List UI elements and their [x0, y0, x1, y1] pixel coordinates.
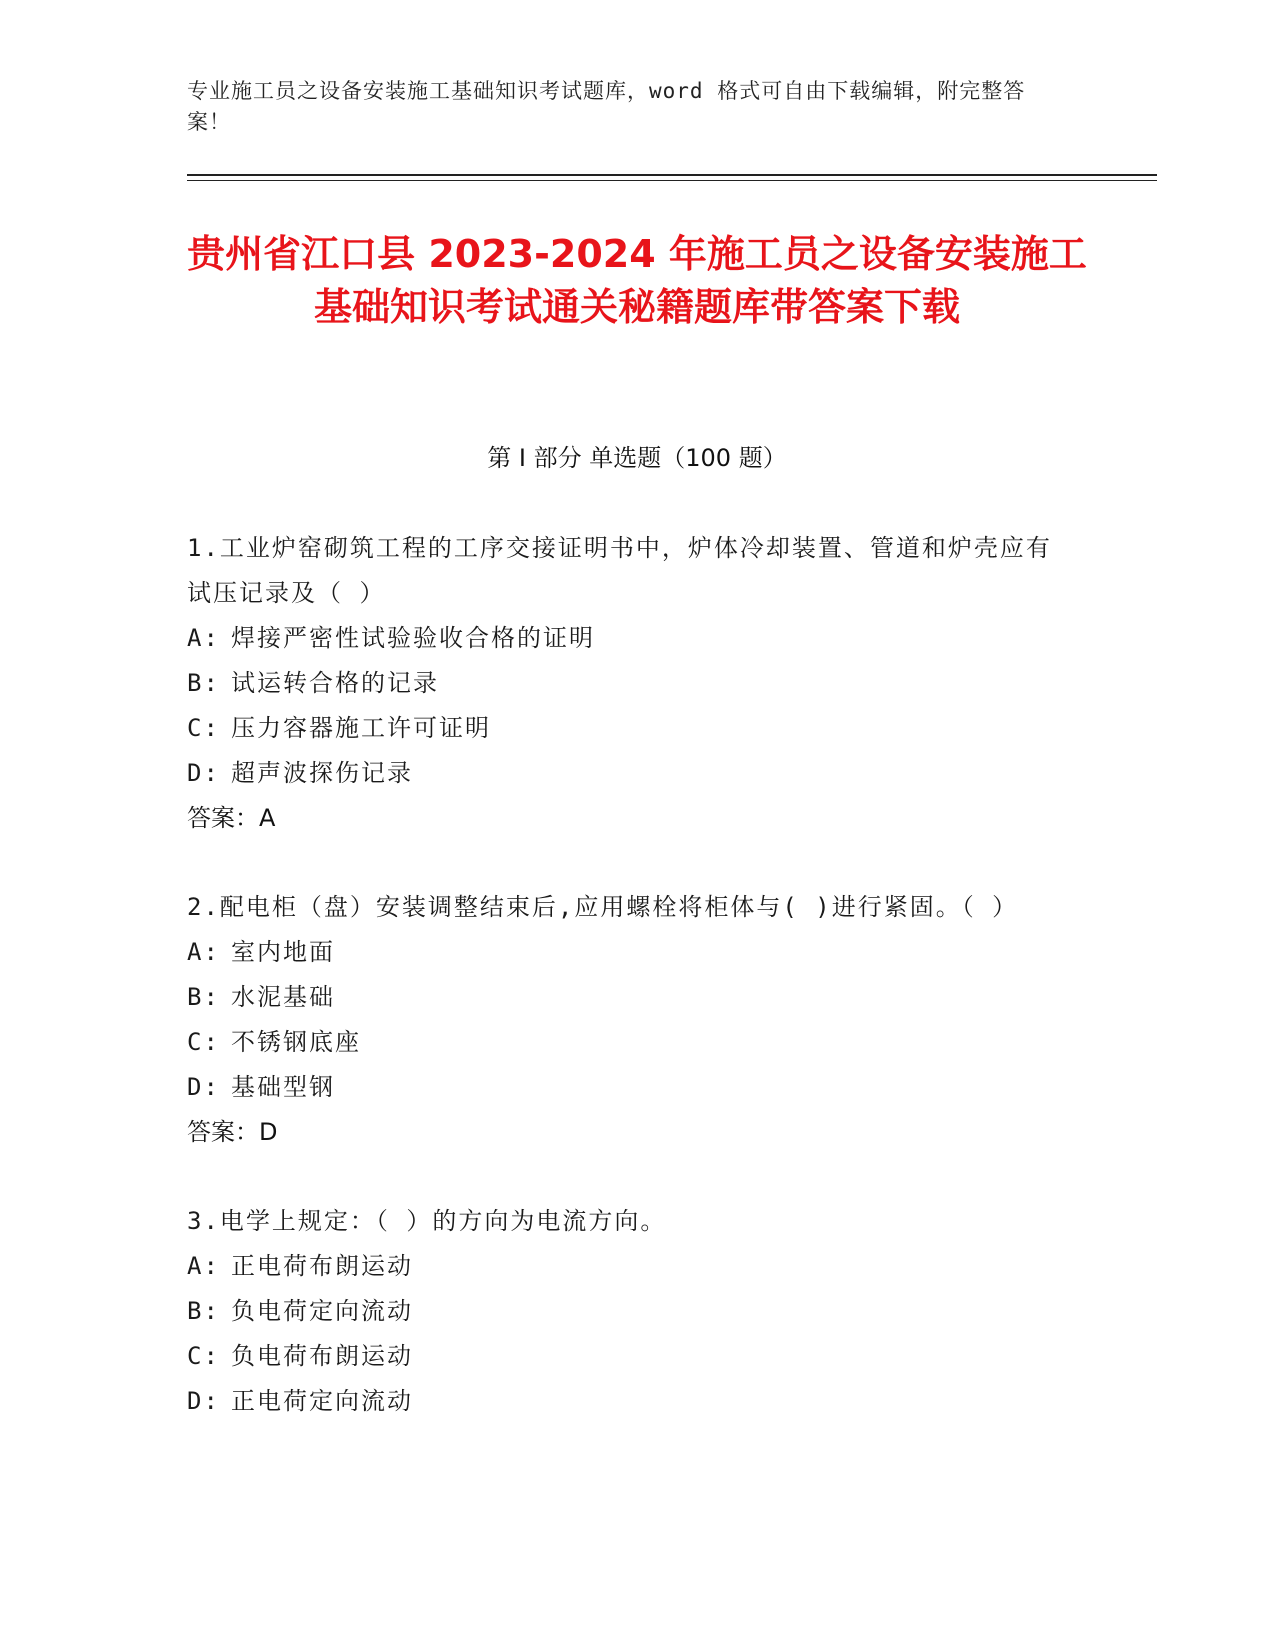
- option-b: [187, 661, 1067, 706]
- option-letter: B:: [187, 983, 220, 1011]
- option-text: 负电荷定向流动: [231, 1297, 413, 1325]
- document-title: 贵州省江口县 2023-2024 年施工员之设备安装施工基础知识考试通关秘籍题库带答案下载: [187, 232, 1087, 329]
- option-letter: A:: [187, 624, 220, 652]
- option-text: 室内地面: [231, 938, 335, 966]
- question-stem: 3.电学上规定：（ ）的方向为电流方向。: [187, 1207, 667, 1235]
- option-b: [187, 1289, 1067, 1334]
- option-letter: A:: [187, 938, 220, 966]
- option-letter: B:: [187, 669, 220, 697]
- option-text: 水泥基础: [231, 983, 335, 1011]
- option-text: 压力容器施工许可证明: [231, 714, 491, 742]
- option-text: 正电荷定向流动: [231, 1387, 413, 1415]
- option-a: [187, 1244, 1067, 1289]
- question-3: [187, 1199, 1067, 1424]
- option-letter: A:: [187, 1252, 220, 1280]
- option-b: [187, 975, 1067, 1020]
- option-letter: D:: [187, 1387, 220, 1415]
- option-c: [187, 1334, 1067, 1379]
- header-note: 专业施工员之设备安装施工基础知识考试题库，word 格式可自由下载编辑，附完整答案！: [187, 79, 1026, 134]
- option-letter: D:: [187, 1073, 220, 1101]
- option-text: 负电荷布朗运动: [231, 1342, 413, 1370]
- question-stem: 1.工业炉窑砌筑工程的工序交接证明书中，炉体冷却装置、管道和炉壳应有试压记录及（ ）: [187, 534, 1052, 607]
- answer-line: 答案：D: [187, 1118, 278, 1146]
- option-text: 正电荷布朗运动: [231, 1252, 413, 1280]
- option-a: [187, 616, 1067, 661]
- option-text: 不锈钢底座: [231, 1028, 361, 1056]
- option-letter: B:: [187, 1297, 220, 1325]
- option-letter: C:: [187, 1342, 220, 1370]
- option-letter: C:: [187, 1028, 220, 1056]
- question-1: [187, 526, 1067, 841]
- option-d: [187, 1065, 1067, 1110]
- section-title: 第 I 部分 单选题（100 题）: [487, 444, 787, 472]
- option-letter: D:: [187, 759, 220, 787]
- option-text: 超声波探伤记录: [231, 759, 413, 787]
- option-text: 焊接严密性试验验收合格的证明: [231, 624, 595, 652]
- option-text: 试运转合格的记录: [231, 669, 439, 697]
- header-divider-thin: [187, 180, 1157, 181]
- option-d: [187, 751, 1067, 796]
- option-c: [187, 706, 1067, 751]
- question-stem: 2.配电柜（盘）安装调整结束后,应用螺栓将柜体与( )进行紧固。（ ）: [187, 893, 1019, 921]
- option-letter: C:: [187, 714, 220, 742]
- answer-line: 答案：A: [187, 804, 276, 832]
- option-d: [187, 1379, 1067, 1424]
- option-text: 基础型钢: [231, 1073, 335, 1101]
- option-c: [187, 1020, 1067, 1065]
- question-2: [187, 885, 1067, 1155]
- header-divider-thick: [187, 174, 1157, 176]
- question-list: [187, 526, 1067, 1468]
- option-a: [187, 930, 1067, 975]
